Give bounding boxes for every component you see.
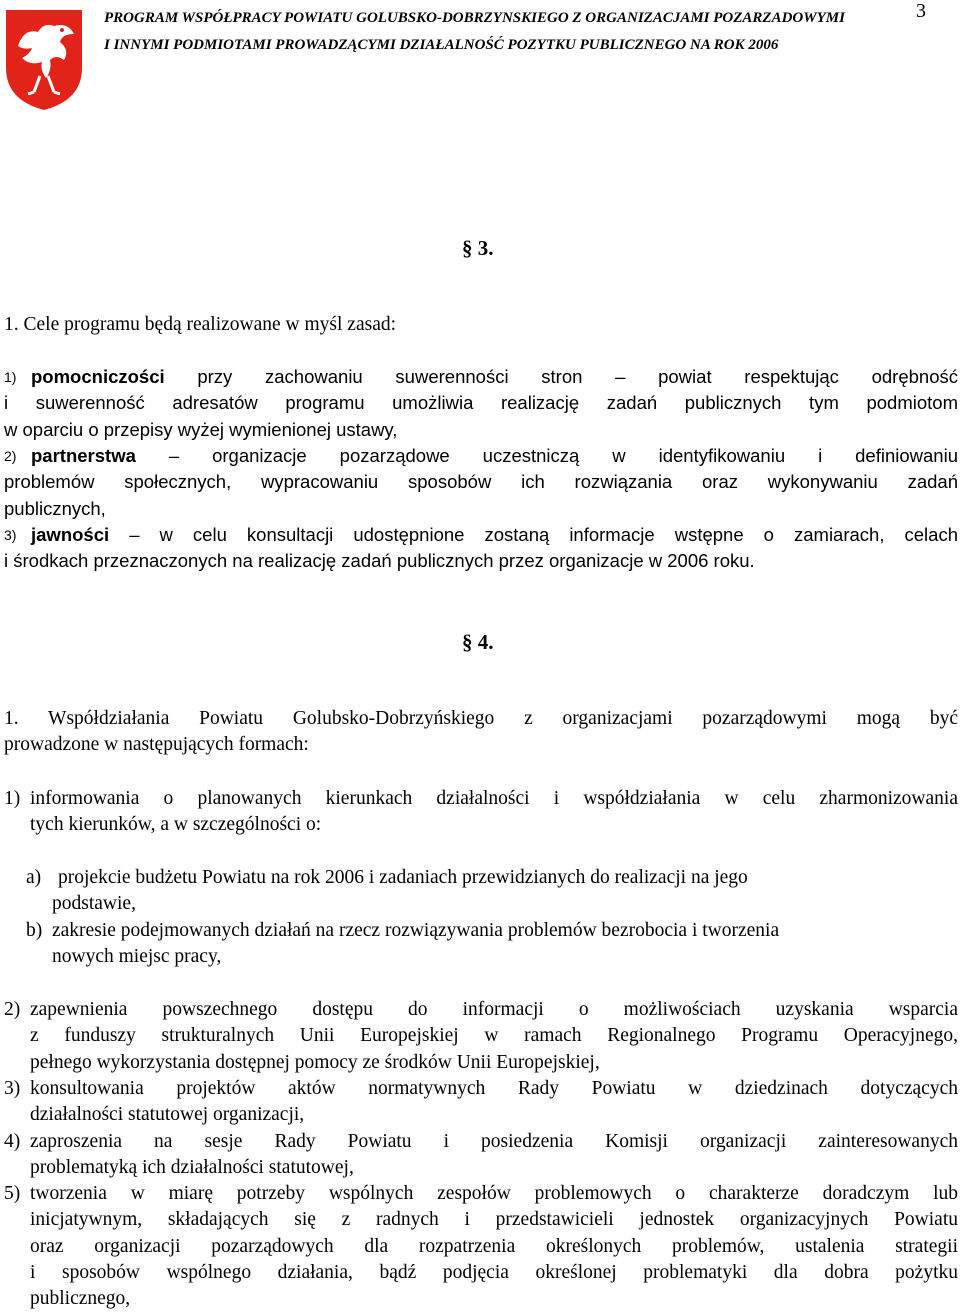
section-4-item-2 [4, 997, 958, 1076]
subitem-line-1: projekcie budżetu Powiatu na rok 2006 i zadaniach przewidzianych do realizacji na jego [58, 867, 748, 888]
item-line-2: problemów społecznych, wypracowaniu sposobów ich rozwiązania oraz wykonywaniu zadań [4, 471, 958, 493]
section-4-intro [4, 706, 958, 759]
item-line: i sposobów wspólnego działania, bądź podjęcia określonej problematyki dla dobra pożytku [30, 1261, 958, 1283]
item-number: 3) [4, 527, 17, 543]
page-number: 3 [916, 0, 926, 22]
item-number: 2) [4, 448, 17, 464]
subitem-line-2: podstawie, [52, 893, 136, 915]
item-line-3: publicznych, [4, 497, 106, 519]
item-line: oraz organizacji pozarządowych dla rozpatrzenia określonych problemów, ustalenia strategii [30, 1235, 958, 1257]
section-4-subitem-b [26, 918, 958, 971]
subitem-label: a) [26, 867, 42, 888]
section-3-intro-text: Cele programu będą realizowane w myśl zasad: [23, 314, 397, 335]
item-number: 1) [4, 788, 21, 809]
section-4-title: § 4. [462, 630, 494, 654]
section-4-item-5 [4, 1181, 958, 1312]
item-term: pomocniczości [31, 366, 165, 387]
document-header-line-1: PROGRAM WSPÓŁPRACY POWIATU GOLUBSKO-DOBRZYNSKIEGO Z ORGANIZACJAMI POZARZADOWYMI [104, 10, 845, 26]
section-4-item-4 [4, 1129, 958, 1182]
item-line: zaproszenia na sesje Rady Powiatu i posiedzenia Komisji organizacji zainteresowanych [30, 1131, 958, 1152]
coat-of-arms-icon [4, 8, 84, 112]
item-line: publicznego, [30, 1288, 131, 1310]
item-number: 5) [4, 1183, 21, 1204]
section-3-intro-number: 1. [4, 314, 19, 335]
item-line: pełnego wykorzystania dostępnej pomocy ze środków Unii Europejskiej, [30, 1051, 600, 1073]
item-line: działalności statutowej organizacji, [30, 1104, 305, 1126]
section-3-item-1 [4, 364, 958, 443]
section-4-item-1 [4, 786, 958, 839]
item-line-1: – w celu konsultacji udostępnione zostaną informacje wstępne o zamiarach, celach [129, 524, 958, 545]
item-line: zapewnienia powszechnego dostępu do informacji o możliwościach uzyskania wsparcia [30, 999, 958, 1020]
section-3-item-2 [4, 443, 958, 522]
section-4-intro-line-1: 1. Współdziałania Powiatu Golubsko-Dobrzyńskiego z organizacjami pozarządowymi mogą być [4, 708, 958, 729]
item-line-1: – organizacje pozarządowe uczestniczą w identyfikowaniu i definiowaniu [168, 445, 958, 466]
item-line: problematyką ich działalności statutowej, [30, 1157, 354, 1179]
document-header-line-2: I INNYMI PODMIOTAMI PROWADZĄCYMI DZIAŁALNOŚĆ POZYTKU PUBLICZNEGO NA ROK 2006 [104, 37, 779, 53]
section-4-intro-line-2: prowadzone w następujących formach: [4, 734, 309, 756]
item-line-1: przy zachowaniu suwerenności stron – powiat respektując odrębność [197, 366, 959, 387]
section-3-intro [4, 312, 396, 338]
item-line-2: tych kierunków, a w szczególności o: [30, 814, 322, 836]
item-line: konsultowania projektów aktów normatywnych Rady Powiatu w dziedzinach dotyczących [30, 1078, 958, 1099]
subitem-label: b) [26, 920, 43, 941]
item-term: jawności [31, 524, 110, 545]
item-line-1: informowania o planowanych kierunkach działalności i współdziałania w celu zharmonizowania [30, 788, 958, 809]
item-number: 4) [4, 1131, 21, 1152]
item-line-2: i suwerenność adresatów programu umożliwia realizację zadań publicznych tym podmiotom [4, 392, 958, 414]
item-number: 1) [4, 369, 17, 385]
section-3-title: § 3. [462, 236, 494, 260]
subitem-line-1: zakresie podejmowanych działań na rzecz rozwiązywania problemów bezrobocia i tworzenia [52, 920, 780, 941]
item-line: inicjatywnym, składających się z radnych i przedstawicieli jednostek organizacyjnych Powiatu [30, 1209, 958, 1231]
subitem-line-2: nowych miejsc pracy, [52, 946, 222, 968]
item-line-3: w oparciu o przepisy wyżej wymienionej ustawy, [4, 418, 398, 440]
item-number: 2) [4, 999, 21, 1020]
item-term: partnerstwa [31, 445, 136, 466]
item-line: tworzenia w miarę potrzeby wspólnych zespołów problemowych o charakterze doradczym lub [30, 1183, 958, 1204]
section-3-item-3 [4, 522, 958, 575]
item-line-2: i środkach przeznaczonych na realizację zadań publicznych przez organizacje w 2006 roku. [4, 550, 755, 572]
section-4-subitem-a [26, 865, 958, 918]
item-number: 3) [4, 1078, 21, 1099]
section-4-item-3 [4, 1076, 958, 1129]
item-line: z funduszy strukturalnych Unii Europejskiej w ramach Regionalnego Programu Operacyjnego, [30, 1025, 958, 1047]
